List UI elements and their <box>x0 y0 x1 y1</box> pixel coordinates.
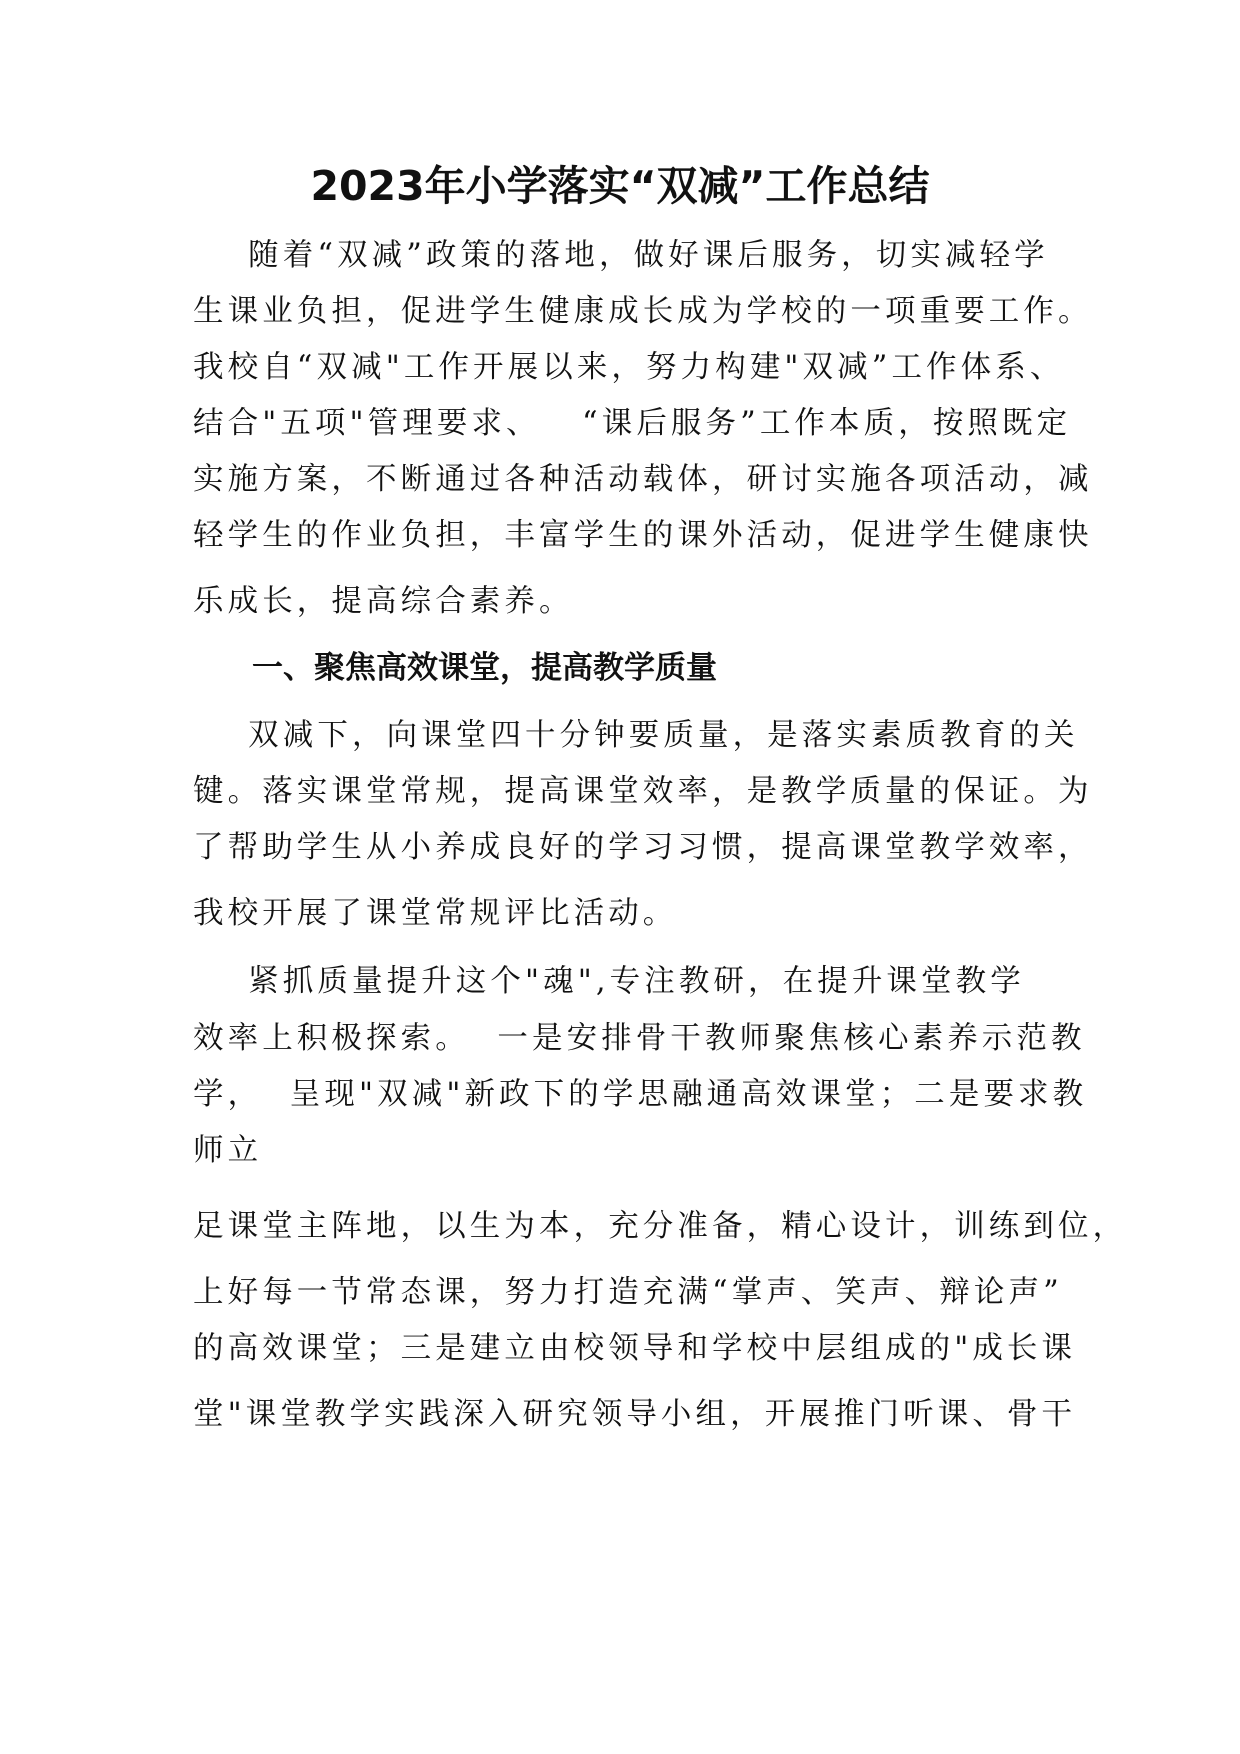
paragraph-line: 紧抓质量提升这个"魂",专注教研，在提升课堂教学 <box>193 964 1025 999</box>
paragraph-line: 我校开展了课堂常规评比活动。 <box>193 896 678 931</box>
intro-line: 轻学生的作业负担，丰富学生的课外活动，促进学生健康快 <box>193 518 1093 553</box>
intro-line: 乐成长，提高综合素养。 <box>193 584 574 619</box>
paragraph-line: 师立 <box>193 1133 263 1168</box>
paragraph-line: 堂"课堂教学实践深入研究领导小组，开展推门听课、骨干 <box>193 1397 1077 1432</box>
paragraph-line: 键。落实课堂常规，提高课堂效率，是教学质量的保证。为 <box>193 774 1093 809</box>
paragraph-line: 上好每一节常态课，努力打造充满“掌声、笑声、辩论声” <box>193 1275 1063 1310</box>
intro-line: 我校自“双减"工作开展以来，努力构建"双减”工作体系、 <box>193 350 1065 385</box>
section-heading: 一、聚焦高效课堂，提高教学质量 <box>252 650 717 686</box>
paragraph-line: 效率上积极探索。 一是安排骨干教师聚焦核心素养示范教 <box>193 1021 1086 1056</box>
paragraph-line: 的高效课堂；三是建立由校领导和学校中层组成的"成长课 <box>193 1331 1077 1366</box>
intro-line: 随着“双减”政策的落地，做好课后服务，切实减轻学 <box>193 238 1049 273</box>
paragraph-line: 了帮助学生从小养成良好的学习习惯，提高课堂教学效率， <box>193 830 1093 865</box>
paragraph-line: 足课堂主阵地，以生为本，充分准备，精心设计，训练到位， <box>193 1209 1128 1244</box>
intro-line: 生课业负担，促进学生健康成长成为学校的一项重要工作。 <box>193 294 1093 329</box>
paragraph-line: 双减下，向课堂四十分钟要质量，是落实素质教育的关 <box>193 718 1079 753</box>
intro-line: 结合"五项"管理要求、 “课后服务”工作本质，按照既定 <box>193 406 1072 441</box>
intro-line: 实施方案，不断通过各种活动载体，研讨实施各项活动，减 <box>193 462 1093 497</box>
paragraph-line: 学， 呈现"双减"新政下的学思融通高效课堂；二是要求教 <box>193 1077 1088 1112</box>
document-title: 2023年小学落实“双减”工作总结 <box>310 162 930 210</box>
